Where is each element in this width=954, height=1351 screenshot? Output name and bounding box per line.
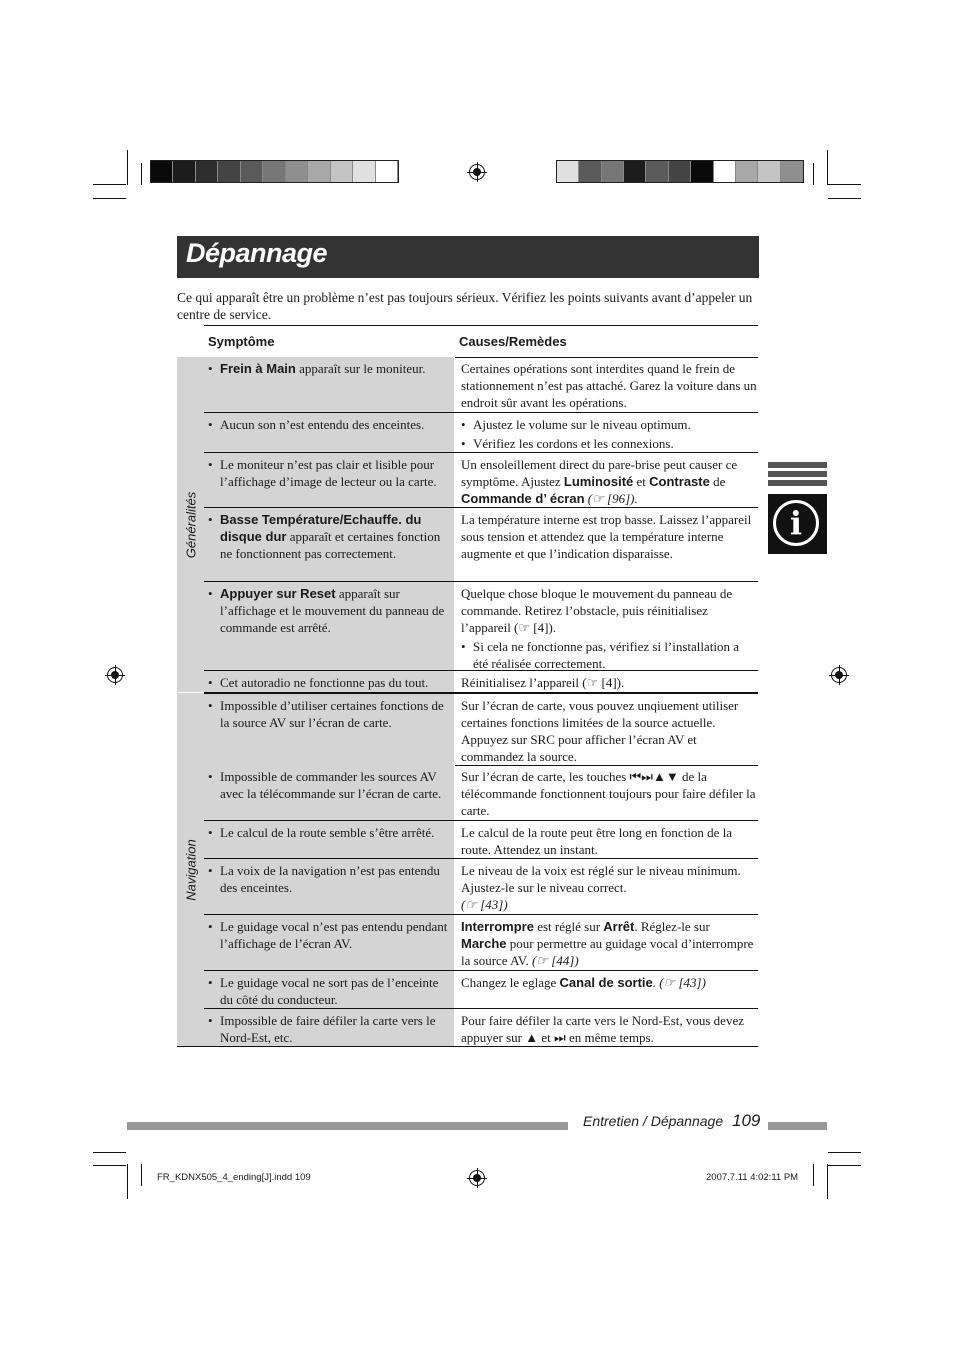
registration-mark-icon	[469, 164, 485, 180]
table-row	[204, 413, 758, 453]
remedy-text: Sur l’écran de carte, vous pouvez unqiuement utiliser certaines fonctions limitées de la source actuelle. Appuyez sur SRC pour afficher l’écran AV et commandez la source.	[461, 698, 739, 764]
table-row	[204, 765, 758, 821]
page-title: Dépannage	[186, 238, 328, 268]
remedy-text: • Ajustez le volume sur le niveau optimum. • Vérifiez les cordons et les connexions.	[461, 416, 757, 452]
registration-mark-icon	[107, 667, 123, 683]
registration-mark-icon	[469, 1170, 485, 1186]
remedy-text: Réinitialisez l’appareil (☞ [4]).	[461, 675, 625, 690]
symptom-text: • Le guidage vocal n’est pas entendu pendant l’affichage de l’écran AV.	[220, 918, 452, 952]
remedy-text: Sur l’écran de carte, les touches ⏮⏭▲▼ de la télécommande fonctionnent toujours pour faire défiler la carte.	[461, 769, 756, 818]
remedy-text: Le niveau de la voix est réglé sur le niveau minimum. Ajustez-le sur le niveau correct. (☞ [43])	[461, 863, 741, 912]
table-row	[204, 357, 758, 413]
intro-text: Ce qui apparaît être un problème n’est pas toujours sérieux. Vérifiez les points suivants avant d’appeler un centre de service.	[177, 290, 753, 322]
table-row	[204, 821, 758, 859]
table-row	[204, 1009, 758, 1047]
symptom-text: • La voix de la navigation n’est pas entendu des enceintes.	[220, 862, 452, 896]
table-header	[204, 325, 758, 358]
symptom-text: • Cet autoradio ne fonctionne pas du tout.	[220, 674, 452, 691]
table-row	[204, 971, 758, 1009]
symptom-text: • Le calcul de la route semble s’être arrêté.	[220, 824, 452, 841]
side-tab-stripes	[768, 462, 827, 489]
symptom-text: • Impossible de faire défiler la carte vers le Nord-Est, etc.	[220, 1012, 452, 1046]
remedy-text: Pour faire défiler la carte vers le Nord-Est, vous devez appuyer sur ▲ et ⏭ en même temps.	[461, 1013, 744, 1045]
remedy-text: Interrompre est réglé sur Arrêt. Réglez-le sur Marche pour permettre au guidage vocal d’interrompre la source AV. (☞ [44])	[461, 919, 754, 968]
symptom-text: • Le guidage vocal ne sort pas de l’enceinte du côté du conducteur.	[220, 974, 452, 1008]
symptom-text: • Le moniteur n’est pas clair et lisible pour l’affichage d’image de lecteur ou la carte.	[220, 456, 452, 490]
slug-date: 2007.7.11 4:02:11 PM	[706, 1172, 799, 1183]
table-bottom-rule	[177, 1046, 758, 1047]
symptom-text: • Appuyer sur Reset apparaît sur l’affichage et le mouvement du panneau de commande est arrêté.	[220, 585, 452, 636]
table-row	[204, 693, 758, 766]
remedy-text: Un ensoleillement direct du pare-brise peut causer ce symptôme. Ajustez Luminosité et Contraste de Commande d’ écran (☞ [96]).	[461, 457, 738, 506]
remedy-text: Le calcul de la route peut être long en fonction de la route. Attendez un instant.	[461, 825, 733, 857]
symptom-text: • Impossible d’utiliser certaines fonctions de la source AV sur l’écran de carte.	[220, 697, 452, 731]
remedy-text: La température interne est trop basse. Laissez l’appareil sous tension et attendez que la température interne augmente et que l’indication disparaisse.	[461, 512, 752, 561]
page-number: 109	[732, 1111, 761, 1130]
remedy-text: Changez le eglage Canal de sortie. (☞ [43])	[461, 975, 706, 990]
color-bar-left	[150, 160, 399, 183]
group-label-navigation: Navigation	[177, 693, 204, 1046]
group-label-general: Généralités	[177, 357, 204, 692]
table-row	[204, 671, 758, 693]
table-row	[204, 859, 758, 915]
table-row	[204, 508, 758, 582]
symptom-text: • Frein à Main apparaît sur le moniteur.	[220, 360, 452, 377]
symptom-text: • Aucun son n’est entendu des enceintes.	[220, 416, 452, 433]
table-row	[204, 582, 758, 671]
info-icon: i	[768, 494, 827, 554]
remedy-text: Certaines opérations sont interdites quand le frein de stationnement n’est pas attaché. Garez la voiture dans un endroit sûr avant les opérations.	[461, 361, 757, 410]
footer-bar-right	[768, 1122, 827, 1130]
column-header-symptom: Symptôme	[208, 334, 275, 349]
color-bar-right	[556, 160, 804, 183]
footer-bar-left	[127, 1122, 568, 1130]
symptom-text: • Impossible de commander les sources AV avec la télécommande sur l’écran de carte.	[220, 768, 452, 802]
registration-mark-icon	[831, 667, 847, 683]
table-row	[204, 453, 758, 508]
table-row	[204, 915, 758, 971]
slug-filename: FR_KDNX505_4_ending[J].indd 109	[157, 1172, 311, 1183]
symptom-text: • Basse Température/Echauffe. du disque dur apparaît et certaines fonction ne fonctionnent pas correctement.	[220, 511, 452, 562]
remedy-text: Quelque chose bloque le mouvement du panneau de commande. Retirez l’obstacle, puis réinitialisez l’appareil (☞ [4]). • Si cela ne fonctionne pas, vérifiez si l’installation a été réalisée correctement.	[461, 585, 757, 672]
footer-section-label: Entretien / Dépannage	[583, 1113, 724, 1129]
column-header-causes: Causes/Remèdes	[459, 334, 567, 349]
